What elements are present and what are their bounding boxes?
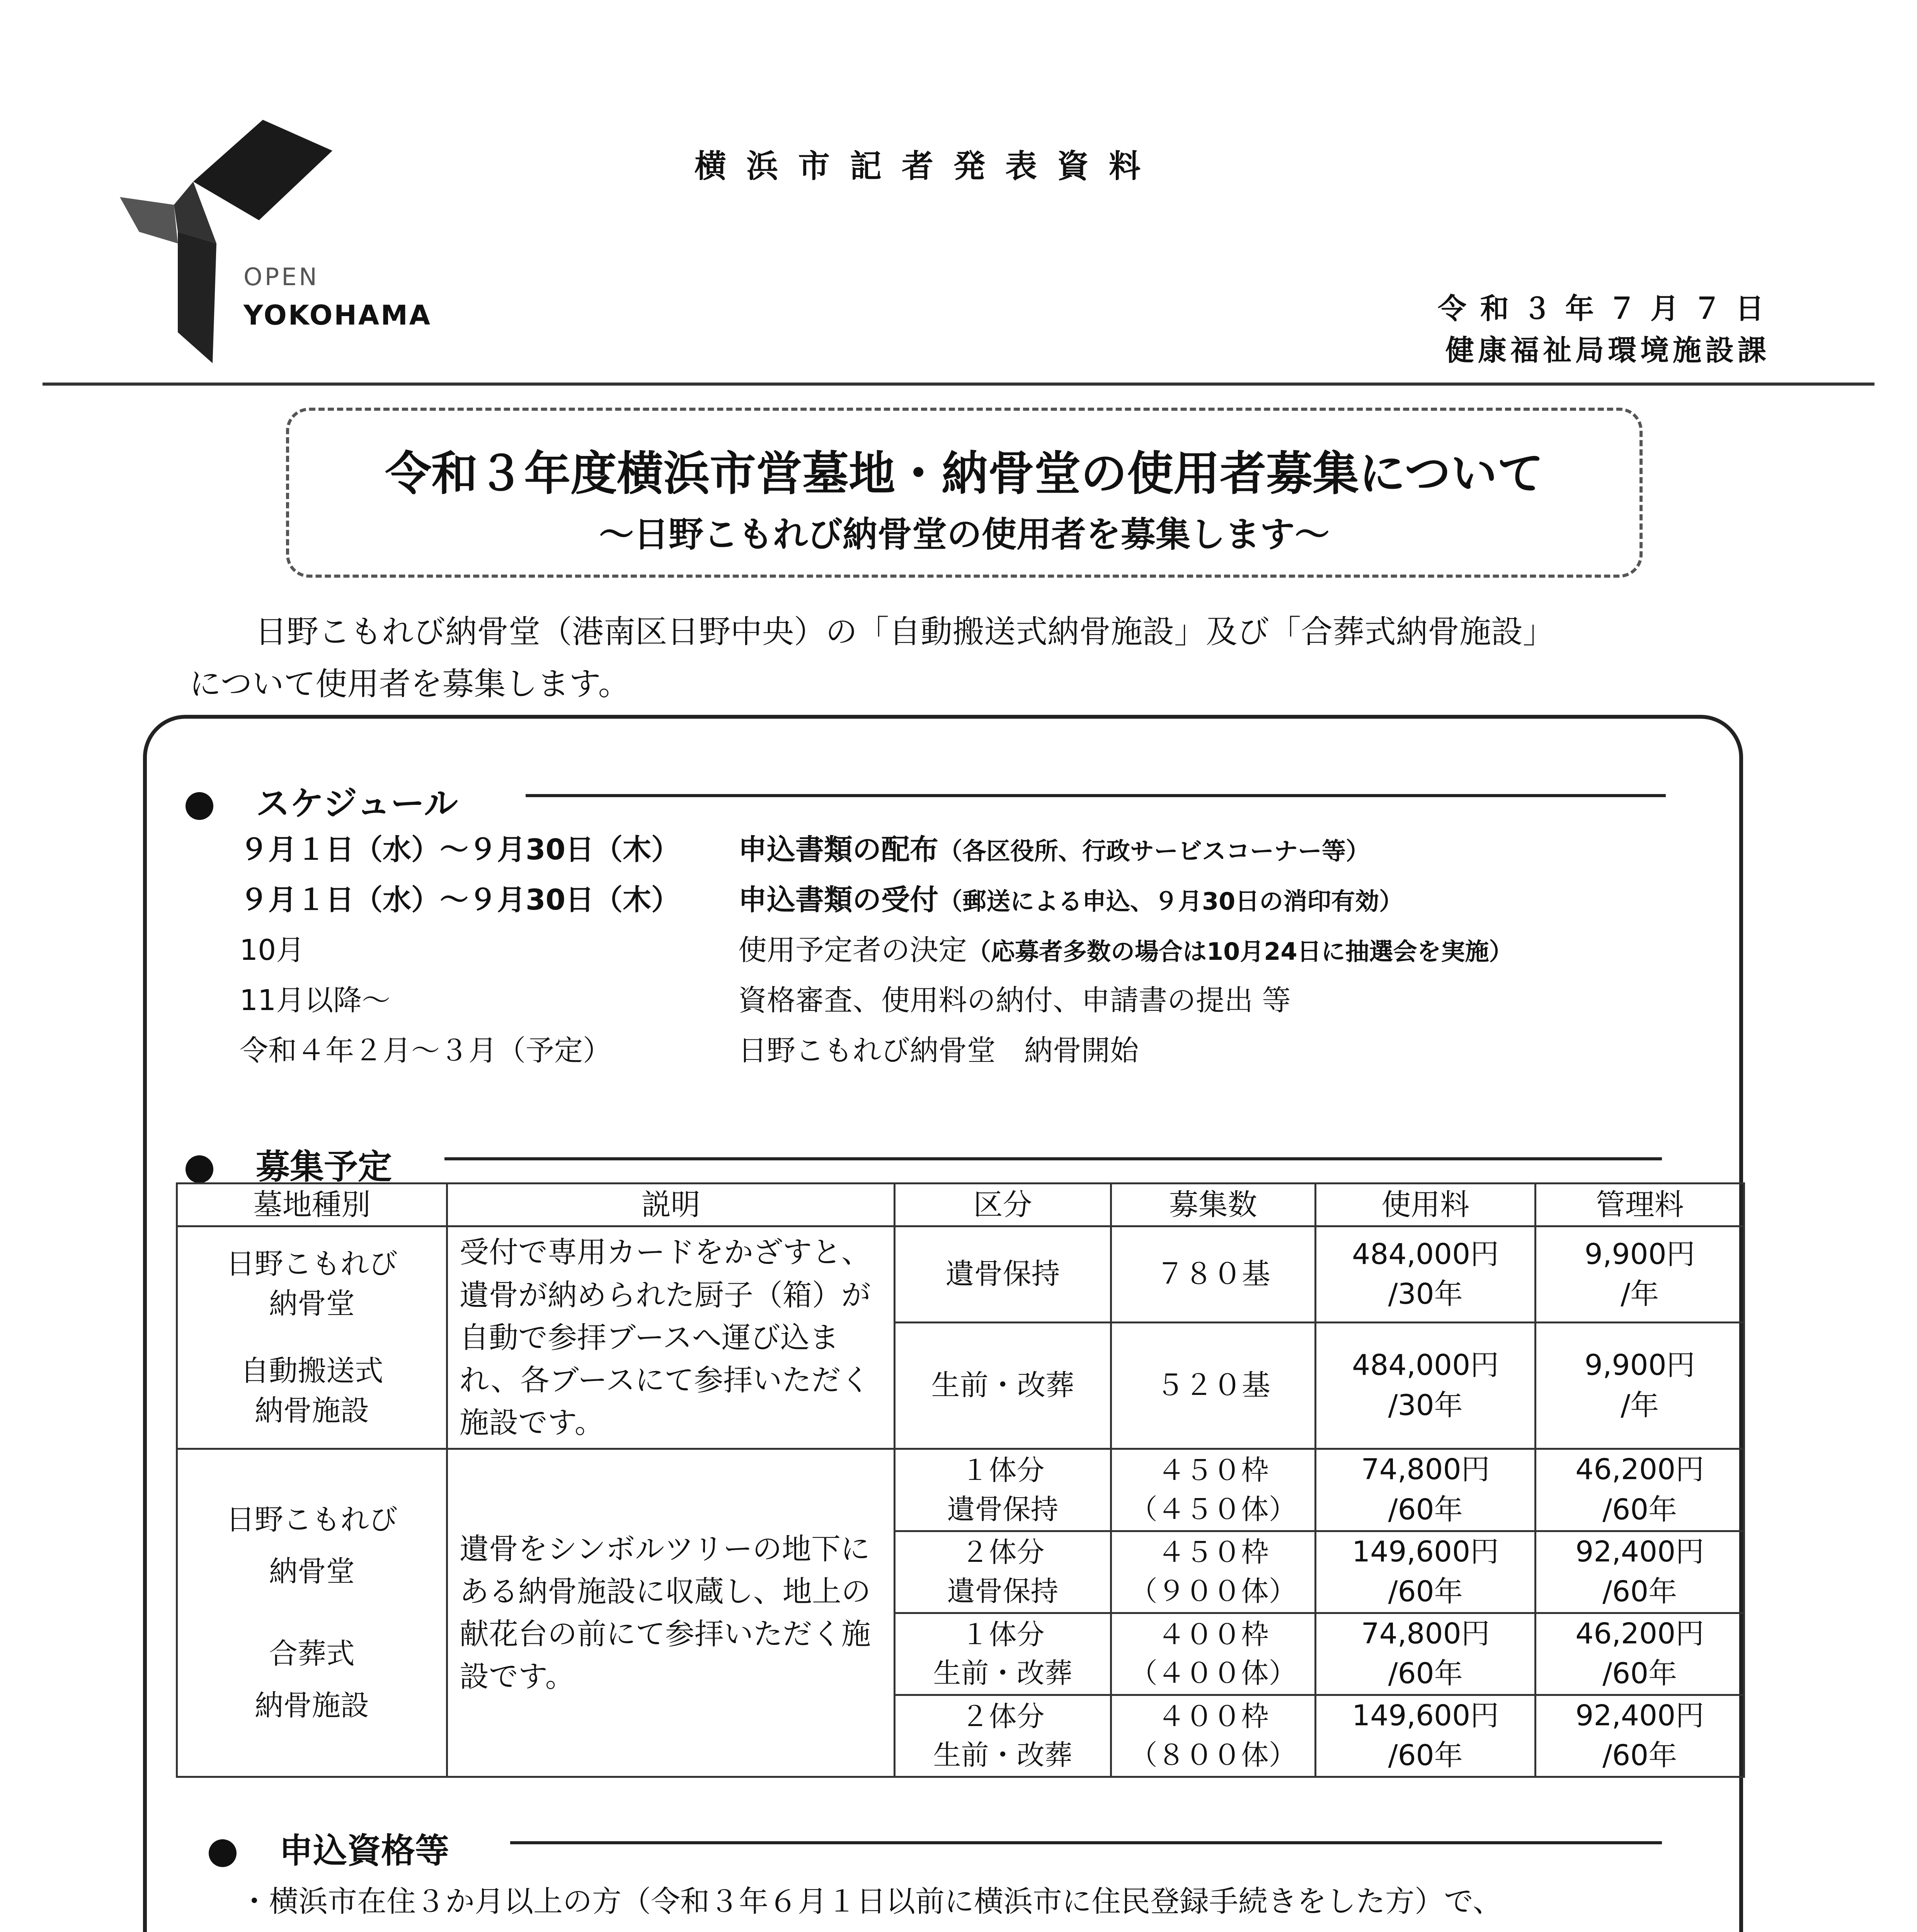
column-header: 説明 [447,1184,894,1226]
logo-text-yokohama: YOKOHAMA [243,299,432,331]
bullet-icon [186,1155,213,1183]
column-header: 使用料 [1315,1184,1536,1226]
count-cell: ４５０枠 （９００体） [1111,1531,1315,1613]
column-header: 区分 [895,1184,1111,1226]
schedule-heading: スケジュール [186,777,458,825]
page-title: 令和３年度横浜市営墓地・納骨堂の使用者募集について [385,446,1544,501]
schedule-desc: 資格審査、使用料の納付、申請書の提出 等 [738,984,1291,1017]
schedule-date: 10月 [240,934,305,967]
schedule-date: 令和４年２月～３月（予定） [240,1034,611,1067]
schedule-desc: 申込書類の受付（郵送による申込、９月30日の消印有効） [738,883,1403,917]
logo-text-open: OPEN [243,263,319,291]
recruitment-table [176,1182,1745,1778]
usage-fee-cell: 74,800円 /60年 [1315,1613,1536,1695]
usage-fee-cell: 149,600円 /60年 [1315,1531,1536,1613]
schedule-desc: 申込書類の配布（各区役所、行政サービスコーナー等） [738,833,1370,866]
category-cell: １体分 遺骨保持 [895,1449,1111,1531]
release-date: 令和３年７月７日 [1438,292,1778,325]
schedule-divider [526,794,1666,797]
count-cell: ４５０枠 （４５０体） [1111,1449,1315,1531]
management-fee-cell: 92,400円 /60年 [1536,1695,1744,1777]
intro-text-line1: 日野こもれび納骨堂（港南区日野中央）の「自動搬送式納骨施設」及び「合葬式納骨施設」 [255,614,1555,650]
header-divider [43,383,1874,386]
recruitment-divider [444,1157,1662,1160]
bullet-icon [209,1839,237,1867]
open-yokohama-logo [116,116,433,379]
management-fee-cell: 46,200円 /60年 [1536,1449,1744,1531]
count-cell: ７８０基 [1111,1226,1315,1322]
schedule-date: ９月１日（水）～９月30日（木） [240,883,680,917]
facility-type-cell: 日野こもれび 納骨堂 合葬式 納骨施設 [177,1449,447,1777]
facility-description: 遺骨をシンボルツリーの地下にある納骨施設に収蔵し、地上の献花台の前にて参拝いただく施設です。 [447,1449,894,1777]
recruitment-heading: 募集予定 [186,1140,392,1189]
table-row [177,1449,1744,1531]
qualification-divider [510,1841,1662,1844]
management-fee-cell: 9,900円 /年 [1536,1322,1744,1449]
count-cell: ４００枠 （４００体） [1111,1613,1315,1695]
intro-text-line2: について使用者を募集します。 [189,666,630,702]
usage-fee-cell: 484,000円 /30年 [1315,1226,1536,1322]
qualification-item [240,1928,945,1932]
management-fee-cell: 9,900円 /年 [1536,1226,1744,1322]
usage-fee-cell: 149,600円 /60年 [1315,1695,1536,1777]
column-header: 募集数 [1111,1184,1315,1226]
usage-fee-cell: 484,000円 /30年 [1315,1322,1536,1449]
qualification-heading: 申込資格等 [209,1824,449,1872]
department-name: 健康福祉局環境施設課 [1445,334,1770,367]
bullet-icon [186,792,213,820]
count-cell: ５２０基 [1111,1322,1315,1449]
usage-fee-cell: 74,800円 /60年 [1315,1449,1536,1531]
count-cell: ４００枠 （８００体） [1111,1695,1315,1777]
management-fee-cell: 46,200円 /60年 [1536,1613,1744,1695]
table-row [177,1226,1744,1322]
qualification-item: ・横浜市在住３か月以上の方（令和３年６月１日以前に横浜市に住民登録手続きをした方）で、 [240,1884,1502,1918]
schedule-date: ９月１日（水）～９月30日（木） [240,833,680,866]
management-fee-cell: 92,400円 /60年 [1536,1531,1744,1613]
category-cell: 生前・改葬 [895,1322,1111,1449]
facility-description: 受付で専用カードをかざすと、遺骨が納められた厨子（箱）が自動で参拝ブースへ運び込まれ、各ブースにて参拝いただく施設です。 [447,1226,894,1449]
press-release-title: 横浜市記者発表資料 [694,148,1161,185]
logo-mark-icon [116,116,433,379]
schedule-desc: 使用予定者の決定（応募者多数の場合は10月24日に抽選会を実施） [738,934,1513,967]
category-cell: ２体分 生前・改葬 [895,1695,1111,1777]
schedule-desc: 日野こもれび納骨堂 納骨開始 [738,1034,1139,1067]
page-subtitle: ～日野こもれび納骨堂の使用者を募集します～ [599,514,1330,555]
category-cell: 遺骨保持 [895,1226,1111,1322]
column-header: 管理料 [1536,1184,1744,1226]
schedule-date: 11月以降～ [240,984,391,1017]
category-cell: ２体分 遺骨保持 [895,1531,1111,1613]
category-cell: １体分 生前・改葬 [895,1613,1111,1695]
column-header: 墓地種別 [177,1184,447,1226]
facility-type-cell: 日野こもれび 納骨堂 自動搬送式 納骨施設 [177,1226,447,1449]
table-header-row [177,1184,1744,1226]
